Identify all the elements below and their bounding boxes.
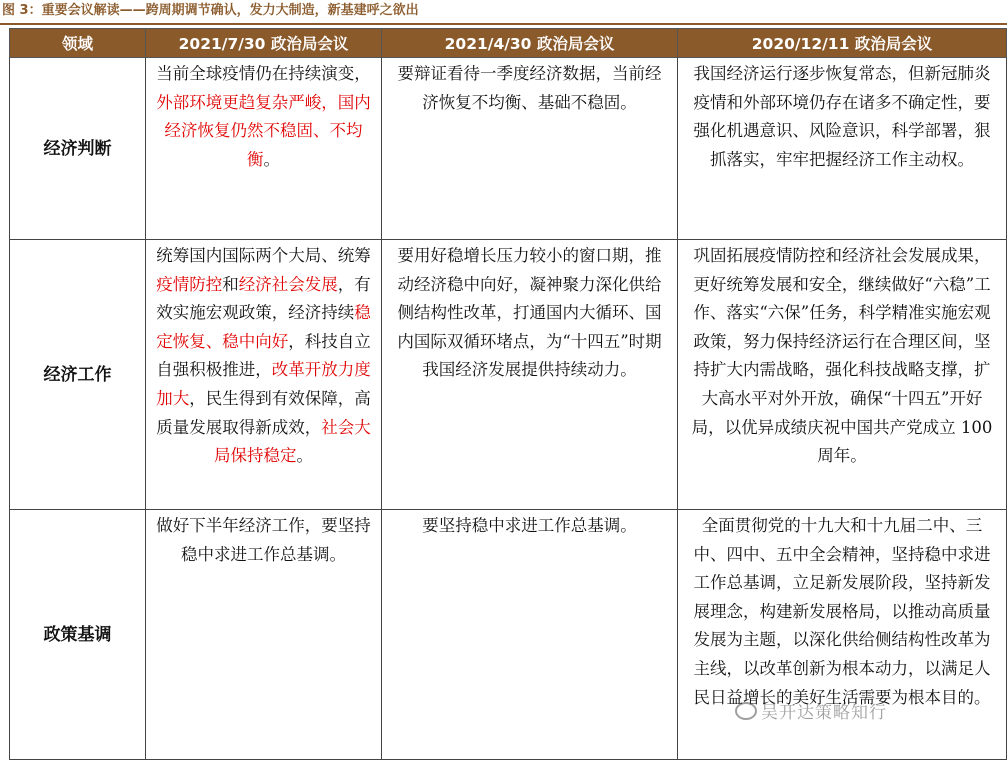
text-segment: ，科技自立自强积极推进，	[156, 331, 371, 380]
text-segment: 当前全球疫情仍在持续演变，	[156, 64, 371, 83]
text-segment: 。	[263, 149, 280, 169]
cell-2021-04-30: 要辩证看待一季度经济数据，当前经济恢复不均衡、基础不稳固。	[382, 58, 678, 240]
watermark-text: 吴开达策略知行	[761, 703, 887, 723]
cell-2021-07-30	[146, 58, 382, 240]
cell-2021-07-30	[146, 240, 382, 510]
watermark	[735, 698, 887, 723]
wechat-icon	[735, 702, 757, 720]
figure-caption: 图 3：重要会议解读——跨周期调节确认，发力大制造，新基建呼之欲出	[2, 3, 419, 18]
highlighted-text: 外部环境更趋复杂严峻，国内经济恢复仍然不稳固、不均衡	[156, 92, 371, 169]
text-segment: 和	[222, 274, 239, 294]
text-segment: ，民生得到有效保障，高质量发展取得新成效，	[156, 388, 371, 437]
highlighted-text: 疫情防控	[156, 274, 223, 294]
highlighted-text: 社会大局保持稳定	[214, 417, 371, 466]
meeting-comparison-table	[9, 28, 1007, 760]
cell-2020-12-11: 我国经济运行逐步恢复常态，但新冠肺炎疫情和外部环境仍存在诸多不确定性，要强化机遇意识、风险意识，科学部署，狠抓落实，牢牢把握经济工作主动权。	[678, 58, 1007, 240]
highlighted-text: 改革开放力度加大	[156, 360, 371, 408]
cell-2021-04-30: 要坚持稳中求进工作总基调。	[382, 510, 678, 760]
header-meeting-2020-12-11: 2020/12/11 政治局会议	[678, 29, 1007, 58]
header-field: 领域	[10, 29, 146, 58]
text-segment: ，有效实施宏观政策，经济持续	[156, 274, 371, 323]
row-field-label: 经济判断	[10, 58, 146, 240]
cell-2021-07-30	[146, 510, 382, 760]
row-field-label: 政策基调	[10, 510, 146, 760]
highlighted-text: 经济社会发展	[238, 274, 338, 294]
table-row	[10, 58, 1007, 240]
header-meeting-2021-04-30: 2021/4/30 政治局会议	[382, 29, 678, 58]
cell-2020-12-11: 全面贯彻党的十九大和十九届二中、三中、四中、五中全会精神，坚持稳中求进工作总基调，立足新发展阶段，坚持新发展理念，构建新发展格局，以推动高质量发展为主题，以深化供给侧结构性改革为主线，以改革创新为根本动力，以满足人民日益增长的美好生活需要为根本目的。	[678, 510, 1007, 760]
row-field-label: 经济工作	[10, 240, 146, 510]
header-meeting-2021-07-30: 2021/7/30 政治局会议	[146, 29, 382, 58]
table-header-row	[10, 29, 1007, 58]
text-segment: 统筹国内国际两个大局、统筹	[156, 246, 371, 265]
text-segment: 。	[296, 446, 313, 466]
highlighted-text: 稳定恢复、稳中向好	[156, 303, 371, 351]
table-row	[10, 240, 1007, 510]
cell-2021-04-30: 要用好稳增长压力较小的窗口期，推动经济稳中向好，凝神聚力深化供给侧结构性改革，打通国内大循环、国内国际双循环堵点，为“十四五”时期我国经济发展提供持续动力。	[382, 240, 678, 510]
text-segment: 做好下半年经济工作，要坚持稳中求进工作总基调。	[156, 516, 371, 564]
cell-2020-12-11: 巩固拓展疫情防控和经济社会发展成果，更好统筹发展和安全，继续做好“六稳”工作、落实“六保”任务，科学精准实施宏观政策，努力保持经济运行在合理区间，坚持扩大内需战略，强化科技战略支撑，扩大高水平对外开放，确保“十四五”开好局，以优异成绩庆祝中国共产党成立 100 周年。	[678, 240, 1007, 510]
caption-divider	[0, 23, 1007, 25]
